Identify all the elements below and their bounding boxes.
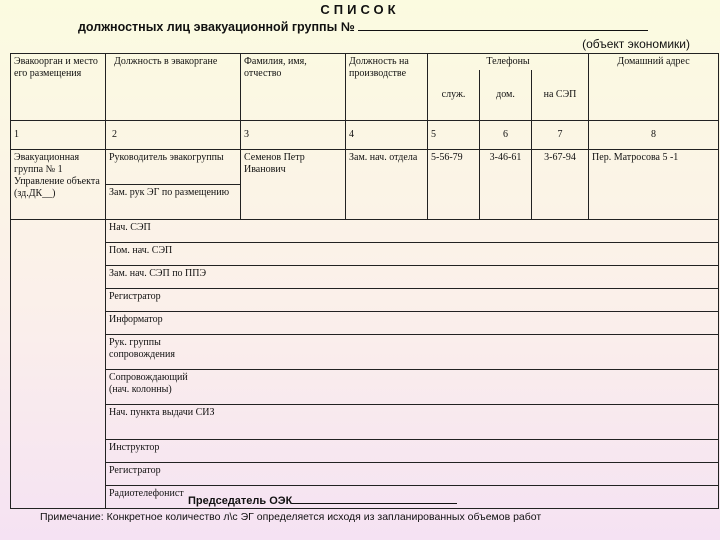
position-cell: Зам. рук ЭГ по размещению (106, 185, 241, 220)
job-cell: Зам. нач. отдела (346, 150, 428, 220)
header-serv: служ. (428, 70, 480, 121)
group-number-line (358, 19, 648, 31)
table-row (11, 440, 719, 463)
col-number: 3 (241, 121, 346, 150)
header-row (11, 54, 719, 71)
table-row (11, 243, 719, 266)
col-number: 1 (11, 121, 106, 150)
position-cell: Инструктор (106, 440, 719, 463)
position-cell: Радиотелефонист (106, 486, 719, 509)
name-cell: Семенов Петр Иванович (241, 150, 346, 220)
evac-cell: Эвакуационная группа № 1 Управление объекта (зд.ДК__) (11, 150, 106, 220)
serv-phone-cell: 5-56-79 (428, 150, 480, 220)
page-subtitle (78, 19, 648, 34)
signature-line (292, 493, 457, 504)
position-cell: Пом. нач. СЭП (106, 243, 719, 266)
home-phone-cell: 3-46-61 (480, 150, 532, 220)
position-cell: Информатор (106, 312, 719, 335)
header-phones: Телефоны (428, 54, 589, 71)
header-position: Должность в эвакоргане (106, 54, 241, 121)
footnote: Примечание: Конкретное количество л\с ЭГ определяется исходя из запланированных объемов работ (40, 511, 542, 523)
table-row (11, 463, 719, 486)
table-row (11, 405, 719, 440)
position-cell: Нач. СЭП (106, 220, 719, 243)
subtitle-text: должностных лиц эвакуационной группы № (78, 20, 355, 34)
position-cell: Сопровождающий (нач. колонны) (106, 370, 719, 405)
chairman-label: Председатель ОЭК (188, 495, 293, 507)
table-row (11, 335, 719, 370)
header-evac: Эвакоорган и место его размещения (11, 54, 106, 121)
position-cell: Зам. нач. СЭП по ППЭ (106, 266, 719, 289)
col-number: 6 (480, 121, 532, 150)
col-number: 4 (346, 121, 428, 150)
object-note: (объект экономики) (582, 37, 690, 51)
table-row (11, 312, 719, 335)
col-number: 8 (589, 121, 719, 150)
col-number: 2 (106, 121, 241, 150)
table-row (11, 220, 719, 243)
header-home: дом. (480, 70, 532, 121)
col-number: 5 (428, 121, 480, 150)
header-name: Фамилия, имя, отчество (241, 54, 346, 121)
position-cell: Нач. пункта выдачи СИЗ (106, 405, 719, 440)
header-address-blank (589, 70, 719, 121)
page-title: СПИСОК (320, 2, 400, 17)
position-cell: Рук. группы сопровождения (106, 335, 719, 370)
chairman-signature (188, 493, 457, 507)
position-cell: Регистратор (106, 289, 719, 312)
table-row (11, 150, 719, 185)
table-row (11, 289, 719, 312)
header-sep: на СЭП (532, 70, 589, 121)
sep-phone-cell: 3-67-94 (532, 150, 589, 220)
address-cell: Пер. Матросова 5 -1 (589, 150, 719, 220)
header-address: Домашний адрес (589, 54, 719, 71)
number-row (11, 121, 719, 150)
header-job: Должность на производстве (346, 54, 428, 121)
position-cell: Руководитель эвакогруппы (106, 150, 241, 185)
col-number: 7 (532, 121, 589, 150)
personnel-table (10, 53, 719, 509)
position-cell: Регистратор (106, 463, 719, 486)
table-row (11, 266, 719, 289)
table-row (11, 370, 719, 405)
